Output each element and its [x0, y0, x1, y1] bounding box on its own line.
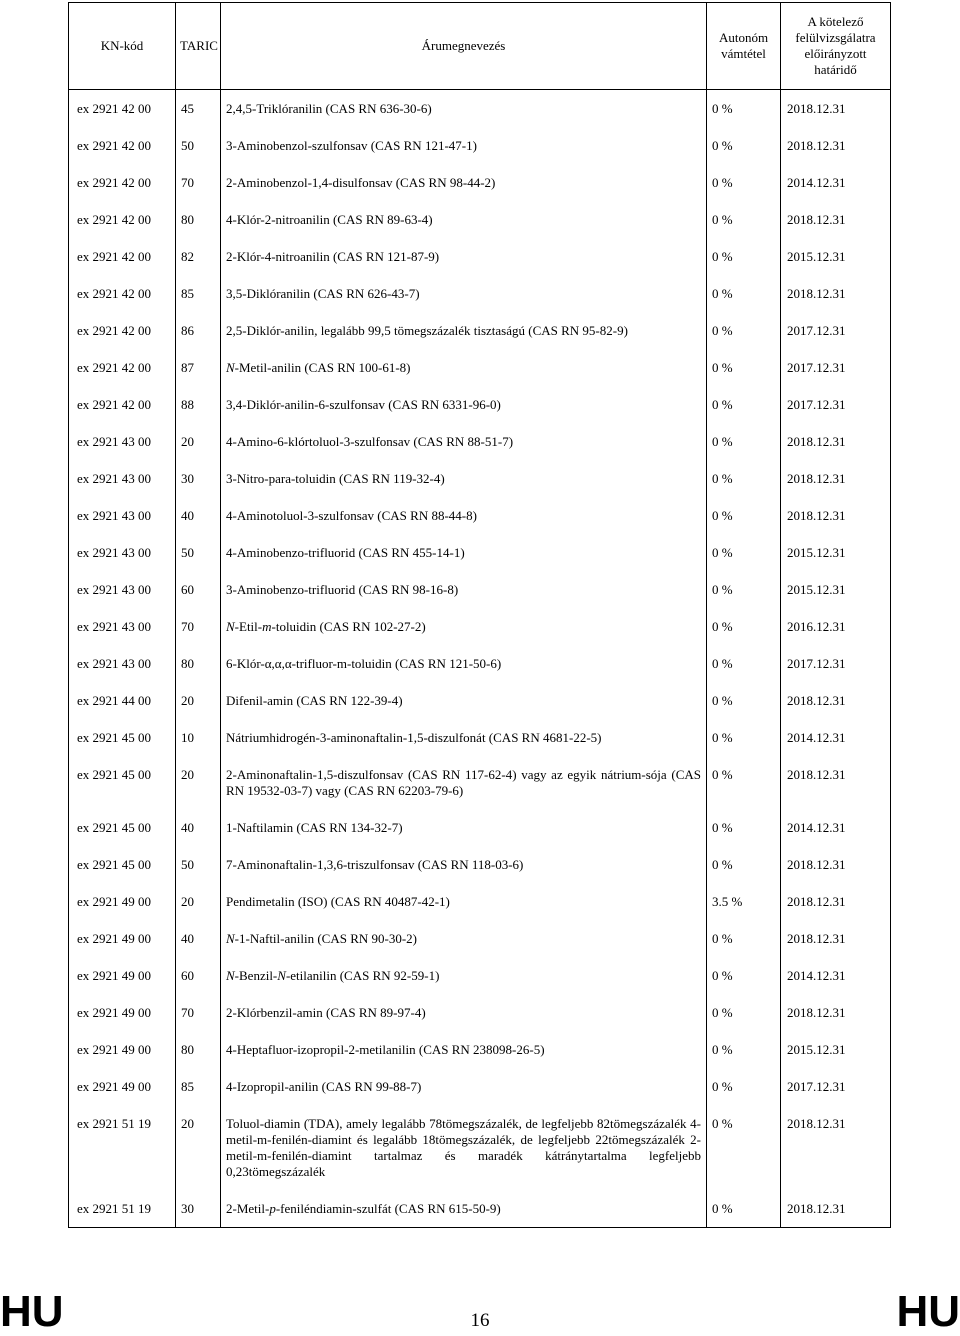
description-part: -toluidin (CAS RN 102-27-2): [271, 619, 426, 634]
cell-taric: 20: [176, 682, 221, 719]
description-part: N: [226, 360, 235, 375]
table-row: [69, 608, 891, 645]
cell-taric: 20: [176, 883, 221, 920]
cell-taric: 88: [176, 386, 221, 423]
cell-review-date: 2014.12.31: [781, 957, 891, 994]
description-part: p: [269, 1201, 276, 1216]
cell-duty-rate: 0 %: [707, 127, 781, 164]
cell-taric: 80: [176, 201, 221, 238]
cell-duty-rate: 3.5 %: [707, 883, 781, 920]
cell-review-date: 2017.12.31: [781, 386, 891, 423]
cell-taric: 50: [176, 846, 221, 883]
cell-review-date: 2018.12.31: [781, 682, 891, 719]
cell-review-date: 2018.12.31: [781, 275, 891, 312]
cell-review-date: 2018.12.31: [781, 460, 891, 497]
description-part: 2-Metil-: [226, 1201, 270, 1216]
cell-duty-rate: 0 %: [707, 1068, 781, 1105]
cell-taric: 80: [176, 1031, 221, 1068]
header-rate-line: Autonóm: [718, 30, 769, 45]
cell-kn-code: ex 2921 45 00: [69, 719, 176, 756]
description-part: 2-Aminobenzol-1,4-disulfonsav (CAS RN 98-44-2): [226, 175, 496, 190]
cell-kn-code: ex 2921 42 00: [69, 312, 176, 349]
cell-review-date: 2018.12.31: [781, 920, 891, 957]
cell-kn-code: ex 2921 42 00: [69, 201, 176, 238]
cell-review-date: 2018.12.31: [781, 1190, 891, 1228]
cell-description: [221, 90, 707, 128]
cell-description: [221, 846, 707, 883]
cell-duty-rate: 0 %: [707, 349, 781, 386]
cell-description: [221, 349, 707, 386]
cell-kn-code: ex 2921 42 00: [69, 238, 176, 275]
cell-duty-rate: 0 %: [707, 571, 781, 608]
cell-taric: 60: [176, 571, 221, 608]
cell-taric: 87: [176, 349, 221, 386]
cell-kn-code: ex 2921 43 00: [69, 534, 176, 571]
cell-taric: 40: [176, 809, 221, 846]
cell-taric: 70: [176, 994, 221, 1031]
description-part: 4-Heptafluor-izopropil-2-metilanilin (CAS RN 238098-26-5): [226, 1042, 545, 1057]
cell-review-date: 2017.12.31: [781, 349, 891, 386]
cell-taric: 30: [176, 1190, 221, 1228]
header-rate: [707, 3, 781, 90]
header-name: Árumegnevezés: [221, 3, 707, 90]
cell-review-date: 2018.12.31: [781, 497, 891, 534]
description-part: -1-Naftil-anilin (CAS RN 90-30-2): [234, 931, 418, 946]
cell-taric: 86: [176, 312, 221, 349]
cell-kn-code: ex 2921 42 00: [69, 349, 176, 386]
cell-description: [221, 312, 707, 349]
header-date-line: előirányzott: [804, 46, 867, 61]
description-part: 7-Aminonaftalin-1,3,6-triszulfonsav (CAS RN 118-03-6): [226, 857, 524, 872]
cell-kn-code: ex 2921 43 00: [69, 645, 176, 682]
cell-taric: 20: [176, 423, 221, 460]
cell-description: [221, 460, 707, 497]
cell-description: [221, 1105, 707, 1190]
table-row: [69, 756, 891, 809]
description-part: N: [226, 931, 235, 946]
cell-description: [221, 719, 707, 756]
cell-description: [221, 571, 707, 608]
table-header-row: [69, 3, 891, 90]
cell-kn-code: ex 2921 49 00: [69, 957, 176, 994]
cell-duty-rate: 0 %: [707, 312, 781, 349]
description-part: 2-Klórbenzil-amin (CAS RN 89-97-4): [226, 1005, 426, 1020]
description-part: 4-Klór-2-nitroanilin (CAS RN 89-63-4): [226, 212, 433, 227]
cell-duty-rate: 0 %: [707, 608, 781, 645]
cell-taric: 30: [176, 460, 221, 497]
cell-review-date: 2015.12.31: [781, 571, 891, 608]
table-body: [69, 90, 891, 1228]
table-row: [69, 312, 891, 349]
description-part: 2,4,5-Triklóranilin (CAS RN 636-30-6): [226, 101, 432, 116]
cell-description: [221, 534, 707, 571]
description-part: -feniléndiamin-szulfát (CAS RN 615-50-9): [275, 1201, 501, 1216]
cell-review-date: 2018.12.31: [781, 127, 891, 164]
description-part: 4-Aminotoluol-3-szulfonsav (CAS RN 88-44-8): [226, 508, 477, 523]
description-part: 3,5-Diklóranilin (CAS RN 626-43-7): [226, 286, 420, 301]
cell-review-date: 2017.12.31: [781, 1068, 891, 1105]
cell-description: [221, 1068, 707, 1105]
cell-description: [221, 127, 707, 164]
cell-review-date: 2017.12.31: [781, 645, 891, 682]
cell-duty-rate: 0 %: [707, 756, 781, 809]
table-row: [69, 809, 891, 846]
cell-taric: 85: [176, 1068, 221, 1105]
cell-kn-code: ex 2921 49 00: [69, 920, 176, 957]
cell-review-date: 2018.12.31: [781, 1105, 891, 1190]
header-kn: KN-kód: [69, 3, 176, 90]
description-part: 3-Aminobenzol-szulfonsav (CAS RN 121-47-1): [226, 138, 477, 153]
table-row: [69, 534, 891, 571]
cell-description: [221, 682, 707, 719]
table-row: [69, 164, 891, 201]
description-part: -etilanilin (CAS RN 92-59-1): [285, 968, 440, 983]
table-row: [69, 957, 891, 994]
table-row: [69, 497, 891, 534]
cell-kn-code: ex 2921 43 00: [69, 423, 176, 460]
cell-kn-code: ex 2921 45 00: [69, 846, 176, 883]
description-part: 3,4-Diklór-anilin-6-szulfonsav (CAS RN 6331-96-0): [226, 397, 501, 412]
description-part: 3-Nitro-para-toluidin (CAS RN 119-32-4): [226, 471, 445, 486]
cell-taric: 20: [176, 1105, 221, 1190]
description-part: N: [277, 968, 286, 983]
cell-kn-code: ex 2921 42 00: [69, 90, 176, 128]
cell-duty-rate: 0 %: [707, 957, 781, 994]
header-date-line: A kötelező: [807, 14, 864, 29]
cell-kn-code: ex 2921 42 00: [69, 275, 176, 312]
cell-description: [221, 1031, 707, 1068]
cell-review-date: 2016.12.31: [781, 608, 891, 645]
cell-kn-code: ex 2921 43 00: [69, 497, 176, 534]
cell-description: [221, 238, 707, 275]
table-row: [69, 645, 891, 682]
header-date-line: határidő: [814, 62, 857, 77]
cell-taric: 70: [176, 164, 221, 201]
cell-taric: 10: [176, 719, 221, 756]
description-part: 2,5-Diklór-anilin, legalább 99,5 tömegszázalék tisztaságú (CAS RN 95-82-9): [226, 323, 628, 338]
cell-description: [221, 608, 707, 645]
cell-kn-code: ex 2921 51 19: [69, 1105, 176, 1190]
description-part: 1-Naftilamin (CAS RN 134-32-7): [226, 820, 403, 835]
page-number: 16: [470, 1310, 490, 1331]
cell-duty-rate: 0 %: [707, 809, 781, 846]
table-row: [69, 1105, 891, 1190]
language-code-left: HU: [0, 1287, 64, 1336]
cell-description: [221, 201, 707, 238]
table-row: [69, 460, 891, 497]
cell-duty-rate: 0 %: [707, 920, 781, 957]
cell-duty-rate: 0 %: [707, 423, 781, 460]
cell-taric: 40: [176, 497, 221, 534]
cell-description: [221, 809, 707, 846]
cell-review-date: 2018.12.31: [781, 201, 891, 238]
cell-review-date: 2018.12.31: [781, 423, 891, 460]
description-part: N: [226, 619, 235, 634]
cell-taric: 60: [176, 957, 221, 994]
cell-review-date: 2015.12.31: [781, 1031, 891, 1068]
cell-kn-code: ex 2921 43 00: [69, 571, 176, 608]
table-row: [69, 1031, 891, 1068]
cell-review-date: 2015.12.31: [781, 238, 891, 275]
cell-kn-code: ex 2921 45 00: [69, 809, 176, 846]
cell-duty-rate: 0 %: [707, 201, 781, 238]
cell-duty-rate: 0 %: [707, 90, 781, 128]
cell-duty-rate: 0 %: [707, 682, 781, 719]
table-row: [69, 920, 891, 957]
cell-review-date: 2018.12.31: [781, 883, 891, 920]
cell-duty-rate: 0 %: [707, 719, 781, 756]
cell-kn-code: ex 2921 49 00: [69, 994, 176, 1031]
table-row: [69, 994, 891, 1031]
description-part: Toluol-diamin (TDA), amely legalább 78tömegszázalék, de legfeljebb 82tömegszázalék 4-metil-m-fenilén-diamint és legalább 18tömegszázalék, de legfeljebb 22tömegszázalék 2-metil-m-fenilén-diamint tartalmaz és maradék kátránytartalma legfeljebb 0,23tömegszázalék: [226, 1116, 701, 1179]
table-row: [69, 90, 891, 128]
cell-duty-rate: 0 %: [707, 386, 781, 423]
cell-duty-rate: 0 %: [707, 1190, 781, 1228]
description-part: m: [262, 619, 272, 634]
description-part: Difenil-amin (CAS RN 122-39-4): [226, 693, 403, 708]
cell-duty-rate: 0 %: [707, 846, 781, 883]
header-date: [781, 3, 891, 90]
cell-kn-code: ex 2921 49 00: [69, 883, 176, 920]
table-row: [69, 275, 891, 312]
cell-duty-rate: 0 %: [707, 1031, 781, 1068]
cell-description: [221, 994, 707, 1031]
cell-description: [221, 756, 707, 809]
tariff-table: [68, 2, 891, 1228]
language-code-right: HU: [896, 1287, 960, 1336]
cell-duty-rate: 0 %: [707, 460, 781, 497]
cell-kn-code: ex 2921 49 00: [69, 1031, 176, 1068]
cell-description: [221, 957, 707, 994]
header-taric: TARIC: [176, 3, 221, 90]
cell-review-date: 2018.12.31: [781, 846, 891, 883]
cell-description: [221, 920, 707, 957]
description-part: Pendimetalin (ISO) (CAS RN 40487-42-1): [226, 894, 450, 909]
cell-taric: 20: [176, 756, 221, 809]
cell-kn-code: ex 2921 43 00: [69, 608, 176, 645]
cell-review-date: 2018.12.31: [781, 90, 891, 128]
cell-description: [221, 883, 707, 920]
table-row: [69, 1068, 891, 1105]
description-part: Nátriumhidrogén-3-aminonaftalin-1,5-diszulfonát (CAS RN 4681-22-5): [226, 730, 602, 745]
cell-duty-rate: 0 %: [707, 534, 781, 571]
table-row: [69, 719, 891, 756]
cell-review-date: 2015.12.31: [781, 534, 891, 571]
cell-duty-rate: 0 %: [707, 164, 781, 201]
table-row: [69, 423, 891, 460]
table-row: [69, 238, 891, 275]
cell-kn-code: ex 2921 51 19: [69, 1190, 176, 1228]
description-part: 3-Aminobenzo-trifluorid (CAS RN 98-16-8): [226, 582, 459, 597]
cell-duty-rate: 0 %: [707, 645, 781, 682]
table-row: [69, 386, 891, 423]
cell-taric: 82: [176, 238, 221, 275]
table-row: [69, 1190, 891, 1228]
cell-kn-code: ex 2921 42 00: [69, 164, 176, 201]
cell-description: [221, 423, 707, 460]
header-date-line: felülvizsgálatra: [795, 30, 876, 45]
cell-duty-rate: 0 %: [707, 994, 781, 1031]
description-part: 6-Klór-α,α,α-trifluor-m-toluidin (CAS RN 121-50-6): [226, 656, 502, 671]
cell-description: [221, 164, 707, 201]
cell-review-date: 2014.12.31: [781, 164, 891, 201]
cell-review-date: 2018.12.31: [781, 756, 891, 809]
table-row: [69, 883, 891, 920]
description-part: 4-Izopropil-anilin (CAS RN 99-88-7): [226, 1079, 422, 1094]
table-row: [69, 846, 891, 883]
header-rate-line: vámtétel: [721, 46, 766, 61]
description-part: 4-Amino-6-klórtoluol-3-szulfonsav (CAS RN 88-51-7): [226, 434, 514, 449]
cell-review-date: 2014.12.31: [781, 719, 891, 756]
cell-duty-rate: 0 %: [707, 497, 781, 534]
table-row: [69, 201, 891, 238]
cell-taric: 85: [176, 275, 221, 312]
description-part: 2-Aminonaftalin-1,5-diszulfonsav (CAS RN 117-62-4) vagy az egyik nátrium-sója (CAS RN 19532-03-7) vagy (CAS RN 62203-79-6): [226, 767, 701, 798]
cell-taric: 45: [176, 90, 221, 128]
cell-description: [221, 386, 707, 423]
cell-taric: 50: [176, 534, 221, 571]
cell-review-date: 2014.12.31: [781, 809, 891, 846]
cell-description: [221, 645, 707, 682]
cell-taric: 70: [176, 608, 221, 645]
table-row: [69, 682, 891, 719]
cell-kn-code: ex 2921 42 00: [69, 386, 176, 423]
cell-taric: 40: [176, 920, 221, 957]
description-part: -Metil-anilin (CAS RN 100-61-8): [234, 360, 411, 375]
description-part: -Etil-: [234, 619, 263, 634]
cell-duty-rate: 0 %: [707, 1105, 781, 1190]
cell-kn-code: ex 2921 49 00: [69, 1068, 176, 1105]
cell-description: [221, 1190, 707, 1228]
cell-kn-code: ex 2921 42 00: [69, 127, 176, 164]
cell-duty-rate: 0 %: [707, 238, 781, 275]
cell-taric: 50: [176, 127, 221, 164]
table-row: [69, 127, 891, 164]
cell-description: [221, 275, 707, 312]
description-part: 2-Klór-4-nitroanilin (CAS RN 121-87-9): [226, 249, 440, 264]
description-part: N: [226, 968, 235, 983]
cell-description: [221, 497, 707, 534]
cell-duty-rate: 0 %: [707, 275, 781, 312]
cell-kn-code: ex 2921 43 00: [69, 460, 176, 497]
cell-review-date: 2018.12.31: [781, 994, 891, 1031]
table-row: [69, 349, 891, 386]
table-row: [69, 571, 891, 608]
description-part: -Benzil-: [234, 968, 278, 983]
cell-kn-code: ex 2921 44 00: [69, 682, 176, 719]
cell-review-date: 2017.12.31: [781, 312, 891, 349]
description-part: 4-Aminobenzo-trifluorid (CAS RN 455-14-1): [226, 545, 465, 560]
cell-kn-code: ex 2921 45 00: [69, 756, 176, 809]
cell-taric: 80: [176, 645, 221, 682]
